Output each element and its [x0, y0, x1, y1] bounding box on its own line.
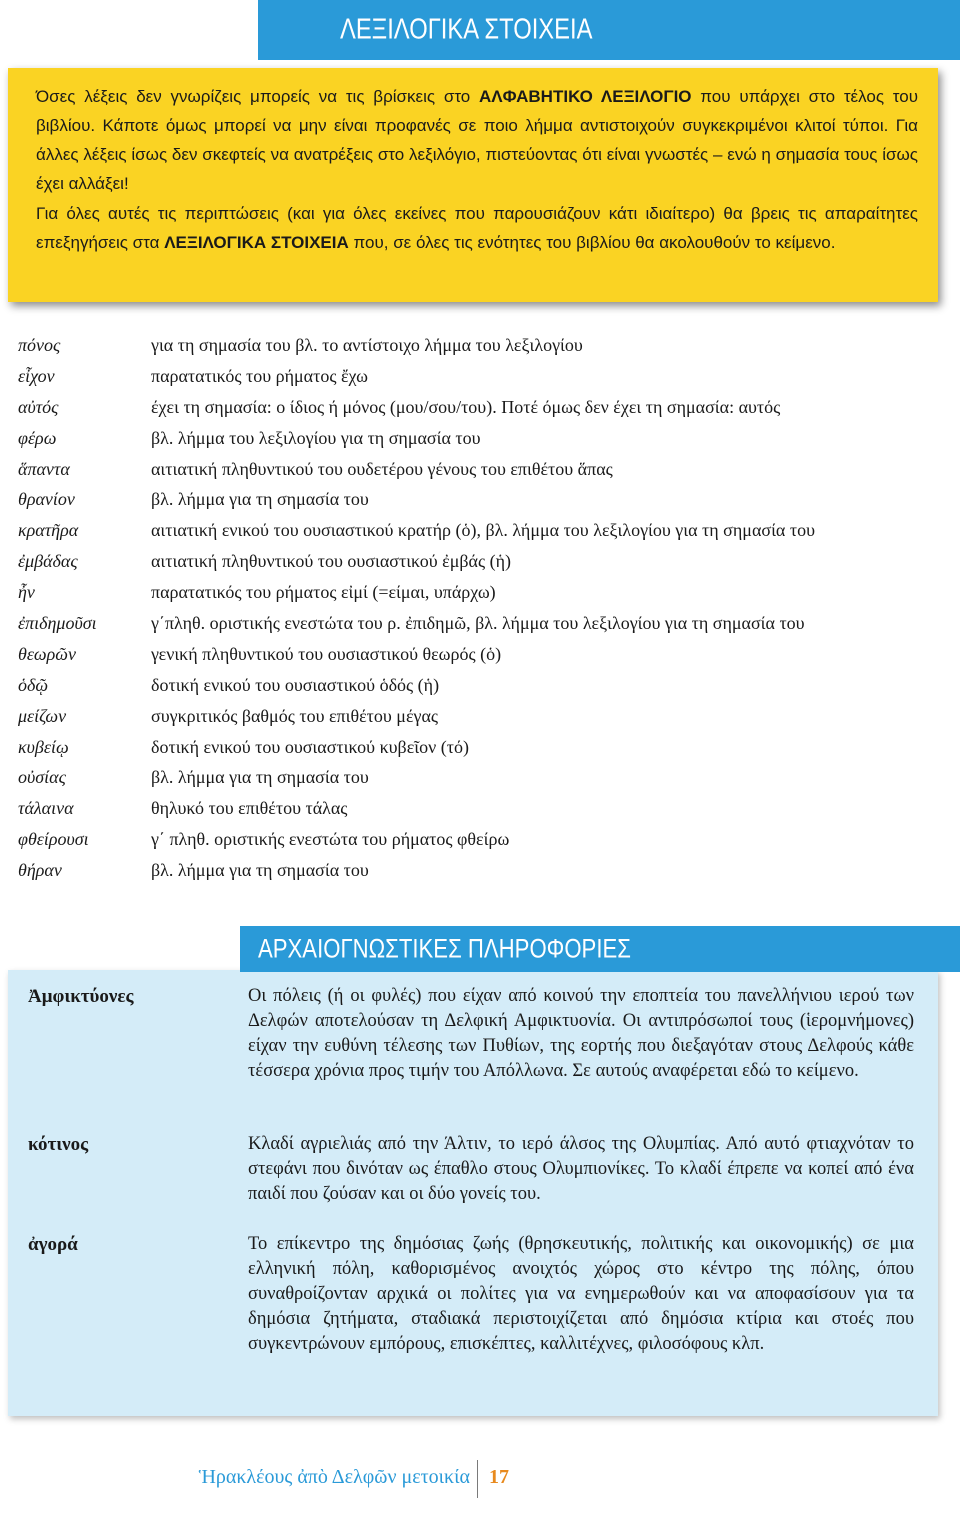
lexicon-definition: βλ. λήμμα του λεξιλογίου για τη σημασία του: [151, 427, 481, 448]
intro-paragraph-1: [36, 82, 918, 198]
lexicon-definition: θηλυκό του επιθέτου τάλας: [151, 798, 348, 819]
lexicon-entry: [18, 639, 948, 670]
lexicon-banner-title: ΛΕΞΙΛΟΓΙΚΑ ΣΤΟΙΧΕΙΑ: [340, 13, 593, 46]
lexicon-term: θρανίον: [18, 489, 75, 510]
archaeology-banner-title: ΑΡΧΑΙΟΓΝΩΣΤΙΚΕΣ ΠΛΗΡΟΦΟΡΙΕΣ: [258, 933, 631, 964]
lexicon-definition: παρατατικός του ρήματος ἔχω: [151, 365, 368, 386]
lexicon-term: φέρω: [18, 427, 57, 448]
lexicon-definition: δοτική ενικού του ουσιαστικού κυβεῖον (τό): [151, 736, 469, 757]
archaeology-box: [8, 970, 938, 1416]
archaeology-term: Ἀμφικτύονες: [28, 986, 134, 1007]
archaeology-definition: Κλαδί αγριελιάς από την Άλτιν, το ιερό άλσος της Ολυμπίας. Από αυτό φτιαχνόταν το στεφάνι που δινόταν ως έπαθλο στους Ολυμπιονίκες. Το κλαδί έπρεπε να κοπεί από ένα παιδί που ζούσαν και οι δύο γονείς του.: [248, 1134, 914, 1204]
lexicon-term: θήραν: [18, 860, 62, 881]
lexicon-definition: παρατατικός του ρήματος εἰμί (=είμαι, υπάρχω): [151, 582, 496, 603]
lexicon-definition: για τη σημασία του βλ. το αντίστοιχο λήμμα του λεξιλογίου: [151, 335, 583, 355]
lexicon-term: πόνος: [18, 335, 61, 355]
lexicon-entry: [18, 515, 948, 546]
lexicon-term: ὁδῷ: [18, 674, 49, 695]
lexicon-term: κρατῆρα: [18, 520, 79, 541]
archaeology-term: κότινος: [28, 1134, 89, 1155]
lexicon-definition: έχει τη σημασία: ο ίδιος ή μόνος (μου/σου/του). Ποτέ όμως δεν έχει τη σημασία: αυτός: [151, 396, 781, 417]
lexicon-entry: [18, 732, 948, 763]
lexicon-definition: βλ. λήμμα για τη σημασία του: [151, 489, 369, 510]
lexicon-entry: [18, 454, 948, 485]
lexicon-entry: [18, 855, 948, 886]
lexicon-banner: [258, 0, 960, 60]
lexicon-definition: αιτιατική ενικού του ουσιαστικού κρατήρ (ὁ), βλ. λήμμα του λεξιλογίου για τη σημασία του: [151, 520, 815, 541]
lexicon-term: ἐμβάδας: [18, 551, 78, 572]
lexicon-term: κυβείῳ: [18, 736, 69, 757]
lexicon-entry: [18, 670, 948, 701]
lexicon-term: εἶχον: [18, 365, 55, 386]
lexicon-term: θεωρῶν: [18, 643, 76, 664]
lexicon-term: φθείρουσι: [18, 829, 89, 850]
lexicon-entry: [18, 762, 948, 793]
lexicon-term: οὐσίας: [18, 767, 66, 788]
intro-paragraph-2: [36, 199, 918, 257]
lexicon-term: ἅπαντα: [18, 458, 70, 479]
lexicon-term: τάλαινα: [18, 798, 74, 819]
lexicon-entry: [18, 546, 948, 577]
lexicon-term: μείζων: [18, 705, 67, 726]
intro-text: που υπάρχει στο τέλος του βιβλίου. Κάποτε όμως μπορεί να μην είναι προφανές σε ποιο λήμμα αντιστοιχούν συγκεκριμένοι κλιτοί τύποι. Για άλλες λέξεις ίσως δεν σκεφτείς να ανατρέξεις στο λεξιλόγιο, πιστεύοντας ότι είναι γνωστές – ενώ η σημασία τους ίσως έχει αλλάξει!: [36, 87, 919, 193]
footer-divider: [477, 1460, 478, 1498]
archaeology-definition: Οι πόλεις (ή οι φυλές) που είχαν από κοινού την εποπτεία του πανελλήνιου ιερού των Δελφών αποτελούσαν τη Δελφική Αμφικτυονία. Οι αντιπρόσωποί τους (ἱερομνήμονες) είχαν την ευθύνη τέλεσης των Πυθίων, της εορτής που διεξαγόταν στους Δελφούς κάθε τέσσερα χρόνια προς τιμήν του Απόλλωνα. Σε αυτούς αναφέρεται εδώ το κείμενο.: [248, 986, 914, 1081]
lexicon-list: [18, 330, 948, 886]
lexicon-entry: [18, 824, 948, 855]
lexicon-entry: [18, 701, 948, 732]
page-number: 17: [489, 1466, 509, 1488]
lexicon-definition: δοτική ενικού του ουσιαστικού ὁδός (ἡ): [151, 674, 440, 695]
intro-box: [8, 68, 938, 302]
archaeology-definition: Το επίκεντρο της δημόσιας ζωής (θρησκευτικής, πολιτικής και οικονομικής) σε μια ελληνική πόλη, καθορισμένος ανοιχτός χώρος στο κέντρο της πόλης, όπου συναθροίζονταν αρχικά οι πολίτες για να ενημερωθούν και να αποφασίσουν για τα δημόσια ζητήματα, σταδιακά περιστοιχίζεται από δημόσια κτίρια και στοές που συγκεντρώνουν εμπόρους, επισκέπτες, καλλιτέχνες, φιλοσόφους κλπ.: [248, 1234, 914, 1354]
intro-text: που, σε όλες τις ενότητες του βιβλίου θα ακολουθούν το κείμενο.: [348, 233, 836, 252]
lexicon-entry: [18, 423, 948, 454]
lexicon-definition: γενική πληθυντικού του ουσιαστικού θεωρός (ὁ): [151, 643, 502, 664]
lexicon-definition: βλ. λήμμα για τη σημασία του: [151, 860, 369, 881]
lexicon-entry: [18, 577, 948, 608]
lexicon-entry: [18, 392, 948, 423]
lexicon-entry: [18, 608, 948, 639]
lexicon-definition: συγκριτικός βαθμός του επιθέτου μέγας: [151, 705, 439, 726]
footer-title: Ἡρακλέους ἀπὸ Δελφῶν μετοικία: [198, 1466, 470, 1488]
page-footer: [0, 1460, 960, 1500]
lexicon-definition: αιτιατική πληθυντικού του ουδετέρου γένους του επιθέτου ἅπας: [151, 458, 613, 479]
intro-text: Για όλες αυτές τις περιπτώσεις (και για όλες εκείνες που παρουσιάζουν κάτι ιδιαίτερο) θα βρεις τις απαραίτητες επεξηγήσεις στα: [36, 204, 918, 252]
lexicon-definition: βλ. λήμμα για τη σημασία του: [151, 767, 369, 788]
lexicon-definition: γ΄ πληθ. οριστικής ενεστώτα του ρήματος φθείρω: [151, 829, 510, 850]
lexicon-entry: [18, 484, 948, 515]
lexicon-term: ἦν: [18, 582, 35, 603]
lexicon-entry: [18, 361, 948, 392]
lexicon-entry: [18, 330, 948, 361]
archaeology-banner: [240, 926, 960, 972]
intro-emphasis: ΛΕΞΙΛΟΓΙΚΑ ΣΤΟΙΧΕΙΑ: [164, 233, 349, 252]
lexicon-entry: [18, 793, 948, 824]
intro-text: Όσες λέξεις δεν γνωρίζεις μπορείς να τις βρίσκεις στο: [36, 87, 480, 106]
lexicon-term: ἐπιδημοῦσι: [18, 613, 97, 634]
archaeology-term: ἀγορά: [28, 1234, 78, 1255]
intro-emphasis: ΑΛΦΑΒΗΤΙΚΟ ΛΕΞΙΛΟΓΙΟ: [479, 87, 692, 106]
lexicon-definition: γ΄πληθ. οριστικής ενεστώτα του ρ. ἐπιδημῶ, βλ. λήμμα του λεξιλογίου για τη σημασία του: [151, 613, 805, 634]
lexicon-term: αὐτός: [18, 396, 59, 417]
lexicon-definition: αιτιατική πληθυντικού του ουσιαστικού ἐμβάς (ἡ): [151, 551, 511, 572]
